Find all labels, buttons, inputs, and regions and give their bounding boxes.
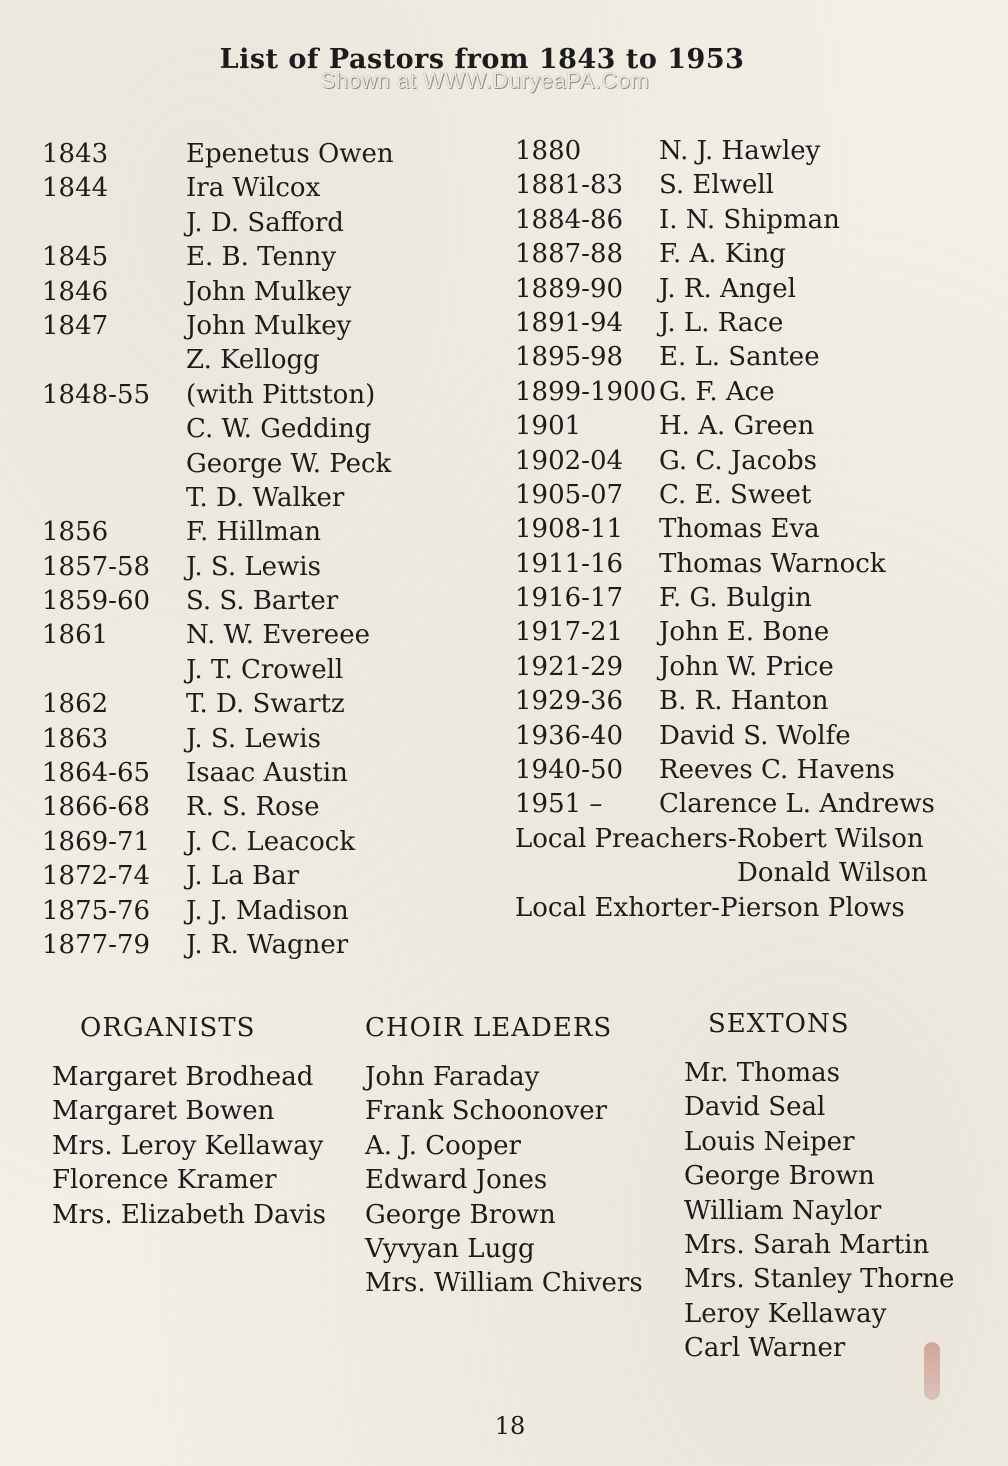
pastor-year: 1863 (42, 723, 109, 754)
pastor-year: 1887-88 (515, 239, 624, 270)
pastor-row (515, 375, 965, 409)
choir-leaders-list (365, 1060, 643, 1301)
pastor-year: 1905-07 (515, 479, 624, 510)
list-item: Mrs. Stanley Thorne (684, 1264, 955, 1295)
pastor-row (515, 168, 965, 202)
pastor-row (42, 859, 482, 893)
pastor-row (515, 615, 965, 649)
pastor-name: G. F. Ace (659, 376, 775, 407)
pastor-row (42, 275, 482, 309)
pastor-row (42, 550, 482, 584)
pastor-year: 1908-11 (515, 514, 624, 545)
pastor-name: Ira Wilcox (186, 173, 321, 204)
pastor-year: 1861 (42, 620, 109, 651)
pastor-row (42, 481, 482, 515)
pastor-row (42, 687, 482, 721)
pastor-list-right (515, 134, 965, 925)
watermark-text: Shown at WWW.DuryeaPA.Com (320, 68, 650, 93)
choir-leaders-heading: CHOIR LEADERS (365, 1013, 613, 1043)
pastor-name: J. R. Angel (659, 273, 796, 304)
local-preachers-continuation: Donald Wilson (737, 858, 928, 889)
pastor-row (515, 237, 965, 271)
pastor-row (42, 928, 482, 962)
pastor-name: B. R. Hanton (659, 686, 829, 717)
pastor-name: Clarence L. Andrews (659, 789, 935, 820)
pastor-year (42, 343, 186, 377)
pastor-row (42, 618, 482, 652)
pastor-name: J. S. Lewis (186, 723, 321, 754)
pastor-name: Isaac Austin (186, 758, 348, 789)
pastor-name: Thomas Eva (659, 514, 820, 545)
pastor-row (42, 447, 482, 481)
local-exhorter-line: Local Exhorter-Pierson Plows (515, 892, 905, 923)
pastor-name: J. La Bar (186, 861, 300, 892)
pastor-name: J. J. Madison (186, 895, 349, 926)
pastor-row (42, 343, 482, 377)
pastor-year: 1875-76 (42, 895, 151, 926)
pastor-row (42, 412, 482, 446)
pastor-name: H. A. Green (659, 411, 815, 442)
pastor-year: 1846 (42, 276, 109, 307)
pastor-year: 1848-55 (42, 379, 151, 410)
pastor-row (515, 650, 965, 684)
list-item: A. J. Cooper (365, 1130, 521, 1161)
list-item: Edward Jones (365, 1165, 548, 1196)
pastor-name: C. E. Sweet (659, 479, 812, 510)
pastor-row (42, 206, 482, 240)
pastor-name: George W. Peck (186, 448, 392, 479)
pastor-name: C. W. Gedding (186, 414, 372, 445)
pastor-row (42, 825, 482, 859)
list-item: Louis Neiper (684, 1126, 855, 1157)
pastor-row (42, 240, 482, 274)
pastor-year: 1877-79 (42, 929, 151, 960)
pastor-year: 1901 (515, 411, 582, 442)
pastor-year (42, 206, 186, 240)
list-item: Mr. Thomas (684, 1058, 840, 1088)
pastor-name: T. D. Walker (186, 482, 345, 513)
pastor-name: E. L. Santee (659, 342, 820, 373)
pastor-row (42, 653, 482, 687)
pastor-row (515, 719, 965, 753)
sextons-section (684, 1006, 954, 1366)
pastor-row (515, 512, 965, 546)
pastor-name: Reeves C. Havens (659, 755, 895, 786)
pastor-list-left (42, 137, 482, 962)
pastor-row (515, 547, 965, 581)
pastor-row (42, 894, 482, 928)
local-preachers-line: Local Preachers-Robert Wilson (515, 823, 924, 854)
pastor-name: J. T. Crowell (186, 654, 344, 685)
pastor-year (42, 653, 186, 687)
pastor-name: T. D. Swartz (186, 689, 345, 720)
pastor-row (515, 272, 965, 306)
pastor-year: 1862 (42, 689, 109, 720)
pastor-year: 1891-94 (515, 307, 624, 338)
pastor-row (42, 309, 482, 343)
organists-list (52, 1060, 326, 1232)
pastor-year: 1881-83 (515, 170, 624, 201)
pastor-name: John Mulkey (186, 276, 352, 307)
pastor-year: 1895-98 (515, 342, 624, 373)
pastor-row (515, 340, 965, 374)
pastor-year: 1856 (42, 517, 109, 548)
pastor-row (42, 515, 482, 549)
pastor-year (42, 481, 186, 515)
sextons-list (684, 1056, 954, 1366)
pastor-row (515, 787, 965, 821)
pastor-row (515, 306, 965, 340)
list-item: John Faraday (365, 1062, 540, 1092)
pastor-name: G. C. Jacobs (659, 445, 817, 476)
pastor-name: J. R. Wagner (186, 929, 349, 960)
pastor-row (42, 378, 482, 412)
pastor-row (515, 684, 965, 718)
pastor-name: S. S. Barter (186, 586, 339, 617)
organists-section (52, 1010, 326, 1232)
pastor-name: J. D. Safford (186, 207, 344, 238)
pastor-year: 1844 (42, 173, 109, 204)
pastor-row (515, 753, 965, 787)
pastor-year: 1866-68 (42, 792, 151, 823)
pastor-name: R. S. Rose (186, 792, 320, 823)
pastor-year: 1889-90 (515, 273, 624, 304)
list-item: Mrs. Sarah Martin (684, 1229, 930, 1260)
pastor-year: 1911-16 (515, 548, 624, 579)
list-item: Mrs. William Chivers (365, 1268, 643, 1299)
pastor-row (515, 444, 965, 478)
pastor-row (42, 171, 482, 205)
pastor-year: 1843 (42, 139, 109, 169)
page-title: List of Pastors from 1843 to 1953 (219, 44, 745, 75)
list-item: Leroy Kellaway (684, 1298, 887, 1329)
list-item: Margaret Brodhead (52, 1062, 314, 1092)
pastor-year: 1864-65 (42, 758, 151, 789)
pastor-year: 1902-04 (515, 445, 624, 476)
pastor-name: J. S. Lewis (186, 551, 321, 582)
pastor-name: E. B. Tenny (186, 242, 337, 273)
pastor-year: 1872-74 (42, 861, 151, 892)
list-item: David Seal (684, 1092, 826, 1123)
pastor-name: J. L. Race (659, 307, 784, 338)
list-item: Margaret Bowen (52, 1096, 275, 1127)
pastor-year: 1917-21 (515, 617, 624, 648)
pastor-name: John W. Price (659, 651, 834, 682)
list-item: William Naylor (684, 1195, 882, 1226)
pastor-name: S. Elwell (659, 170, 774, 201)
pastor-year: 1869-71 (42, 826, 151, 857)
list-item: George Brown (684, 1161, 875, 1192)
list-item: Carl Warner (684, 1333, 846, 1364)
pastor-year: 1857-58 (42, 551, 151, 582)
pastor-name: (with Pittston) (186, 379, 376, 410)
pastor-row (42, 790, 482, 824)
list-item: Frank Schoonover (365, 1096, 608, 1127)
organists-heading: ORGANISTS (80, 1013, 256, 1043)
pastor-year: 1845 (42, 242, 109, 273)
pastor-name: F. A. King (659, 239, 786, 270)
pastor-name: F. Hillman (186, 517, 322, 548)
paper-stain (924, 1342, 940, 1400)
pastor-year: 1921-29 (515, 651, 624, 682)
sextons-heading: SEXTONS (708, 1009, 850, 1039)
list-item: Vyvyan Lugg (365, 1233, 535, 1264)
pastor-row (42, 137, 482, 171)
pastor-year: 1859-60 (42, 586, 151, 617)
pastor-year (42, 447, 186, 481)
pastor-name: J. C. Leacock (186, 826, 356, 857)
pastor-name: Z. Kellogg (186, 345, 320, 376)
pastor-year: 1899-1900 (515, 376, 657, 407)
pastor-year: 1880 (515, 136, 582, 166)
page-number: 18 (494, 1412, 526, 1440)
pastor-name: F. G. Bulgin (659, 583, 812, 614)
pastor-year: 1936-40 (515, 720, 624, 751)
pastor-name: N. W. Evereee (186, 620, 370, 651)
pastor-name: John E. Bone (659, 617, 830, 648)
list-item: Mrs. Elizabeth Davis (52, 1199, 326, 1230)
pastor-row (515, 478, 965, 512)
pastor-year: 1929-36 (515, 686, 624, 717)
pastor-name: I. N. Shipman (659, 204, 840, 235)
pastor-name: N. J. Hawley (659, 136, 821, 166)
list-item: George Brown (365, 1199, 556, 1230)
pastor-year: 1940-50 (515, 755, 624, 786)
pastor-year: 1884-86 (515, 204, 624, 235)
pastor-year (42, 412, 186, 446)
list-item: Florence Kramer (52, 1165, 277, 1196)
pastor-name: Thomas Warnock (659, 548, 886, 579)
pastor-row (515, 203, 965, 237)
choir-leaders-section (365, 1010, 643, 1301)
list-item: Mrs. Leroy Kellaway (52, 1130, 324, 1161)
pastor-year: 1951 – (515, 789, 603, 820)
pastor-row (515, 581, 965, 615)
pastor-year: 1847 (42, 310, 109, 341)
pastor-name: John Mulkey (186, 310, 352, 341)
pastor-row (515, 134, 965, 168)
pastor-row (42, 722, 482, 756)
pastor-name: David S. Wolfe (659, 720, 851, 751)
pastor-row (42, 756, 482, 790)
pastor-name: Epenetus Owen (186, 139, 394, 169)
pastor-row (515, 409, 965, 443)
pastor-row (42, 584, 482, 618)
pastor-year: 1916-17 (515, 583, 624, 614)
